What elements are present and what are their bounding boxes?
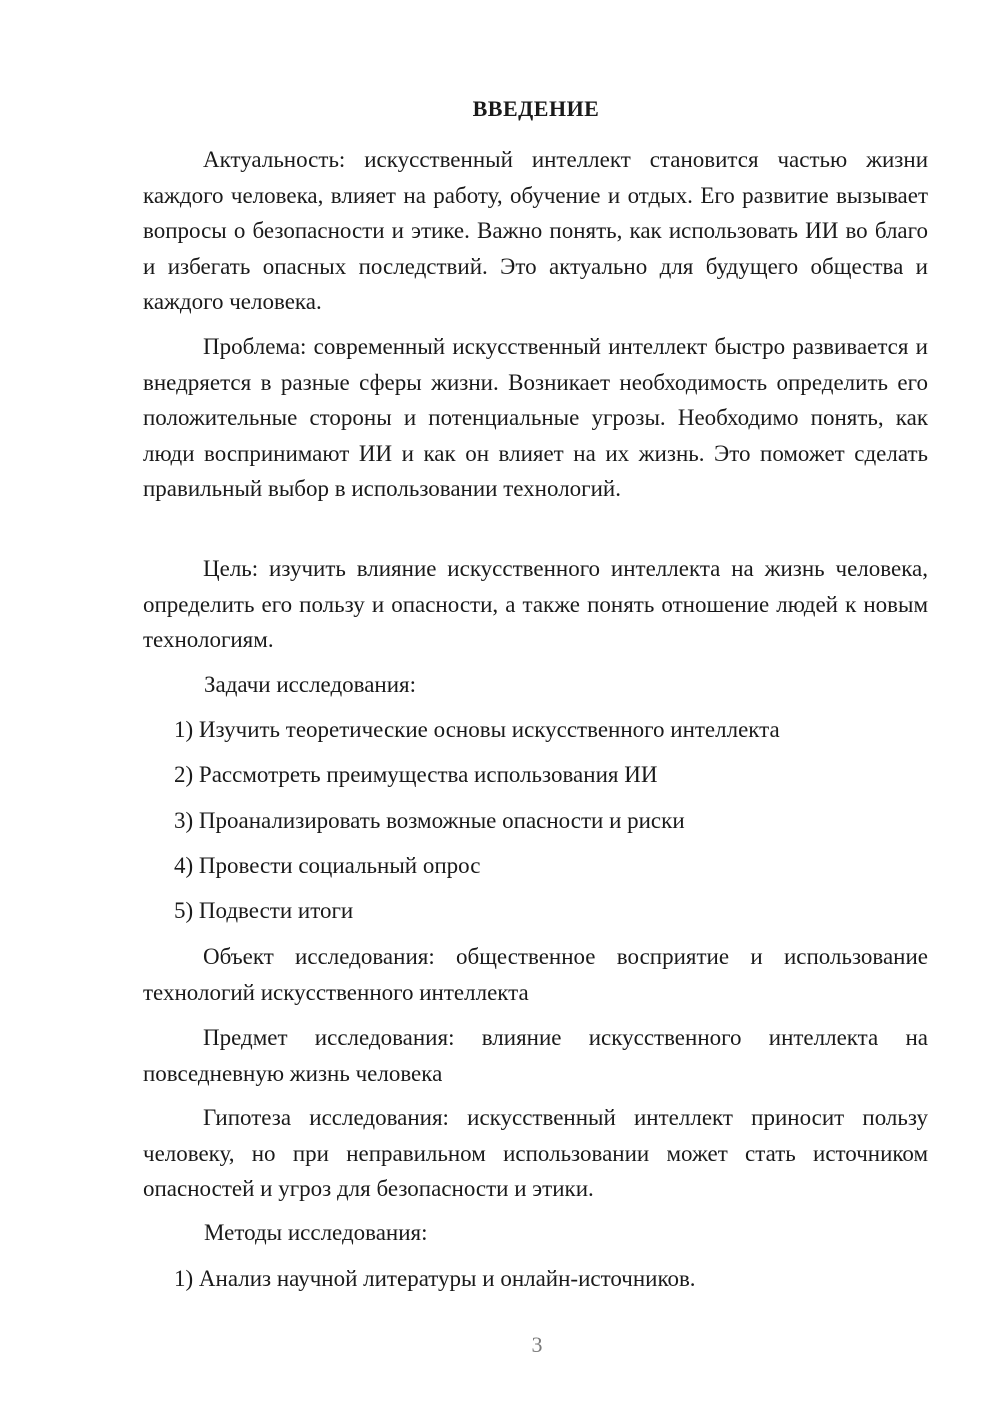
task-item-1: 1) Изучить теоретические основы искусственного интеллекта [174,717,780,742]
task-item-3: 3) Проанализировать возможные опасности и риски [174,808,685,833]
tasks-heading: Задачи исследования: [204,672,417,697]
object-paragraph: Объект исследования: общественное восприятие и использование технологий искусственного интеллекта [143,944,928,1005]
task-item-4: 4) Провести социальный опрос [174,853,481,878]
relevance-paragraph: Актуальность: искусственный интеллект становится частью жизни каждого человека, влияет на работу, обучение и отдых. Его развитие вызывает вопросы о безопасности и этике. Важно понять, как использовать ИИ во благо и избегать опасных последствий. Это актуально для будущего общества и каждого человека. [143,147,928,314]
method-item-1: 1) Анализ научной литературы и онлайн-источников. [174,1266,696,1291]
subject-paragraph: Предмет исследования: влияние искусственного интеллекта на повседневную жизнь человека [143,1025,928,1086]
methods-heading: Методы исследования: [204,1220,428,1245]
section-title: ВВЕДЕНИЕ [472,96,600,121]
task-item-2: 2) Рассмотреть преимущества использования ИИ [174,762,658,787]
task-item-5: 5) Подвести итоги [174,898,354,923]
hypothesis-paragraph: Гипотеза исследования: искусственный интеллект приносит пользу человеку, но при неправильном использовании может стать источником опасностей и угроз для безопасности и этики. [143,1105,928,1201]
page-number: 3 [531,1332,543,1357]
problem-paragraph: Проблема: современный искусственный интеллект быстро развивается и внедряется в разные сферы жизни. Возникает необходимость определить его положительные стороны и потенциальные угрозы. Необходимо понять, как люди воспринимают ИИ и как он влияет на их жизнь. Это поможет сделать правильный выбор в использовании технологий. [143,334,928,501]
goal-paragraph: Цель: изучить влияние искусственного интеллекта на жизнь человека, определить его пользу и опасности, а также понять отношение людей к новым технологиям. [143,556,928,652]
